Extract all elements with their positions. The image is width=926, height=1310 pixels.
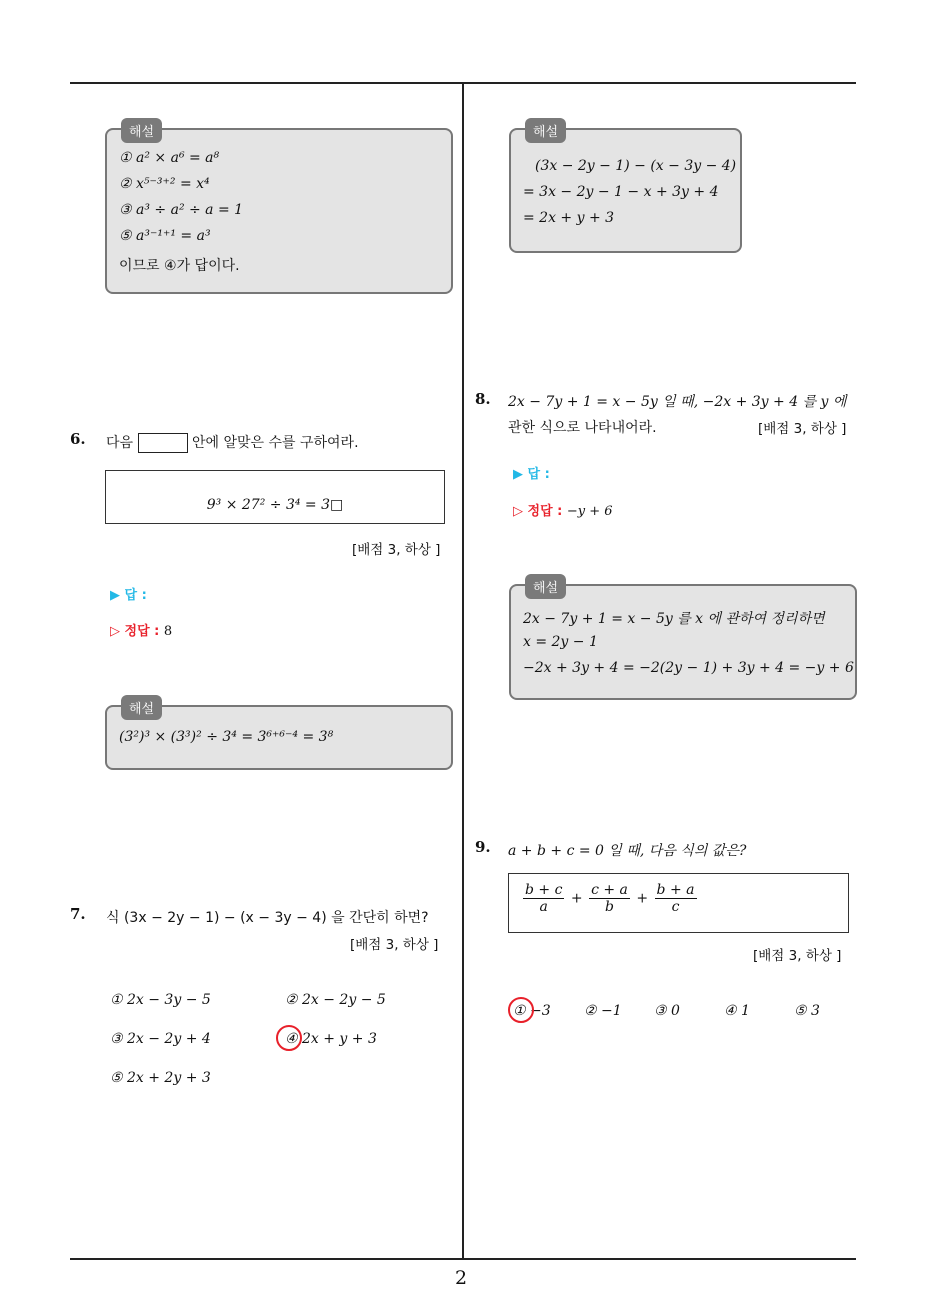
score-label: [배점 3, 하상 ]	[352, 542, 441, 558]
equation-box	[105, 470, 445, 524]
bottom-rule	[70, 1258, 856, 1260]
expression-box	[508, 873, 849, 933]
correct-answer-value: −y + 6	[566, 504, 613, 519]
score-label: [배점 3, 하상 ]	[758, 421, 847, 437]
question-number: 6.	[70, 430, 86, 448]
score-label: [배점 3, 하상 ]	[753, 948, 842, 964]
marked-answer-circle	[276, 1025, 302, 1051]
question-text-line1: 2x − 7y + 1 = x − 5y 일 때, −2x + 3y + 4 를 y 에	[508, 394, 847, 410]
solution-label: 해설	[525, 574, 566, 599]
question-text: a + b + c = 0 일 때, 다음 식의 값은?	[508, 843, 747, 859]
solution-box-q7	[509, 125, 742, 253]
solution-line: 이므로 ④가 답이다.	[119, 258, 240, 274]
fraction-2: $\frac{c + a}{b}$	[591, 882, 628, 915]
choice-2[interactable]: ② −1	[584, 1003, 622, 1019]
solution-label: 해설	[121, 695, 162, 720]
plus-sign: +	[636, 890, 649, 907]
question-text-line2: 관한 식으로 나타내어라.	[508, 420, 657, 436]
solution-line: = 2x + y + 3	[523, 210, 615, 226]
answer-field-label: ▶ 답 :	[110, 588, 147, 603]
solution-line: ③ a³ ÷ a² ÷ a = 1	[119, 202, 244, 218]
choice-3[interactable]: ③ 2x − 2y + 4	[110, 1031, 211, 1047]
solution-line: (3²)³ × (3³)² ÷ 3⁴ = 3⁶⁺⁶⁻⁴ = 3⁸	[119, 729, 334, 745]
choice-4[interactable]: ④ 1	[724, 1003, 750, 1019]
correct-answer-label: ▷ 정답 :	[513, 504, 563, 519]
solution-line: 2x − 7y + 1 = x − 5y 를 x 에 관하여 정리하면	[523, 611, 825, 627]
choice-5[interactable]: ⑤ 3	[794, 1003, 820, 1019]
choice-3[interactable]: ③ 0	[654, 1003, 680, 1019]
fraction-1: $\frac{b + c}{a}$	[525, 882, 563, 915]
correct-answer-line	[513, 500, 613, 519]
solution-line: ① a² × a⁶ = a⁸	[119, 150, 220, 166]
solution-line: −2x + 3y + 4 = −2(2y − 1) + 3y + 4 = −y + 6	[523, 660, 854, 676]
solution-line: ② x⁵⁻³⁺² = x⁴	[119, 176, 210, 192]
correct-answer-value: 8	[163, 624, 173, 639]
equation: 9³ × 27² ÷ 3⁴ = 3□	[206, 497, 344, 513]
solution-label: 해설	[121, 118, 162, 143]
page-number: 2	[455, 1267, 468, 1289]
question-number: 8.	[475, 390, 491, 408]
choice-4[interactable]: ④ 2x + y + 3	[285, 1031, 377, 1047]
choice-1[interactable]: ① 2x − 3y − 5	[110, 992, 211, 1008]
correct-answer-label: ▷ 정답 :	[110, 624, 160, 639]
marked-answer-circle	[508, 997, 534, 1023]
solution-box-q6	[105, 702, 453, 770]
solution-line: ⑤ a³⁻¹⁺¹ = a³	[119, 228, 211, 244]
question-text-after: 안에 알맞은 수를 구하여라.	[191, 435, 359, 451]
solution-line: (3x − 2y − 1) − (x − 3y − 4)	[535, 158, 737, 174]
score-label: [배점 3, 하상 ]	[350, 937, 439, 953]
choice-1[interactable]: ① −3	[513, 1003, 551, 1019]
answer-blank-box	[138, 433, 188, 453]
fraction-3: $\frac{b + a}{c}$	[656, 882, 695, 915]
answer-field-label: ▶ 답 :	[513, 467, 550, 482]
column-divider	[462, 83, 464, 1259]
question-text: 식 (3x − 2y − 1) − (x − 3y − 4) 을 간단히 하면?	[106, 910, 429, 926]
correct-answer-line	[110, 620, 172, 639]
choice-2[interactable]: ② 2x − 2y − 5	[285, 992, 386, 1008]
question-number: 7.	[70, 905, 86, 923]
question-text-before: 다음	[106, 435, 134, 451]
question-text	[106, 432, 359, 453]
solution-line: = 3x − 2y − 1 − x + 3y + 4	[523, 184, 719, 200]
question-number: 9.	[475, 838, 491, 856]
solution-label: 해설	[525, 118, 566, 143]
solution-box-q8	[509, 581, 857, 700]
plus-sign: +	[570, 890, 583, 907]
choice-5[interactable]: ⑤ 2x + 2y + 3	[110, 1070, 211, 1086]
solution-line: x = 2y − 1	[523, 634, 598, 650]
solution-box-q5	[105, 125, 453, 294]
